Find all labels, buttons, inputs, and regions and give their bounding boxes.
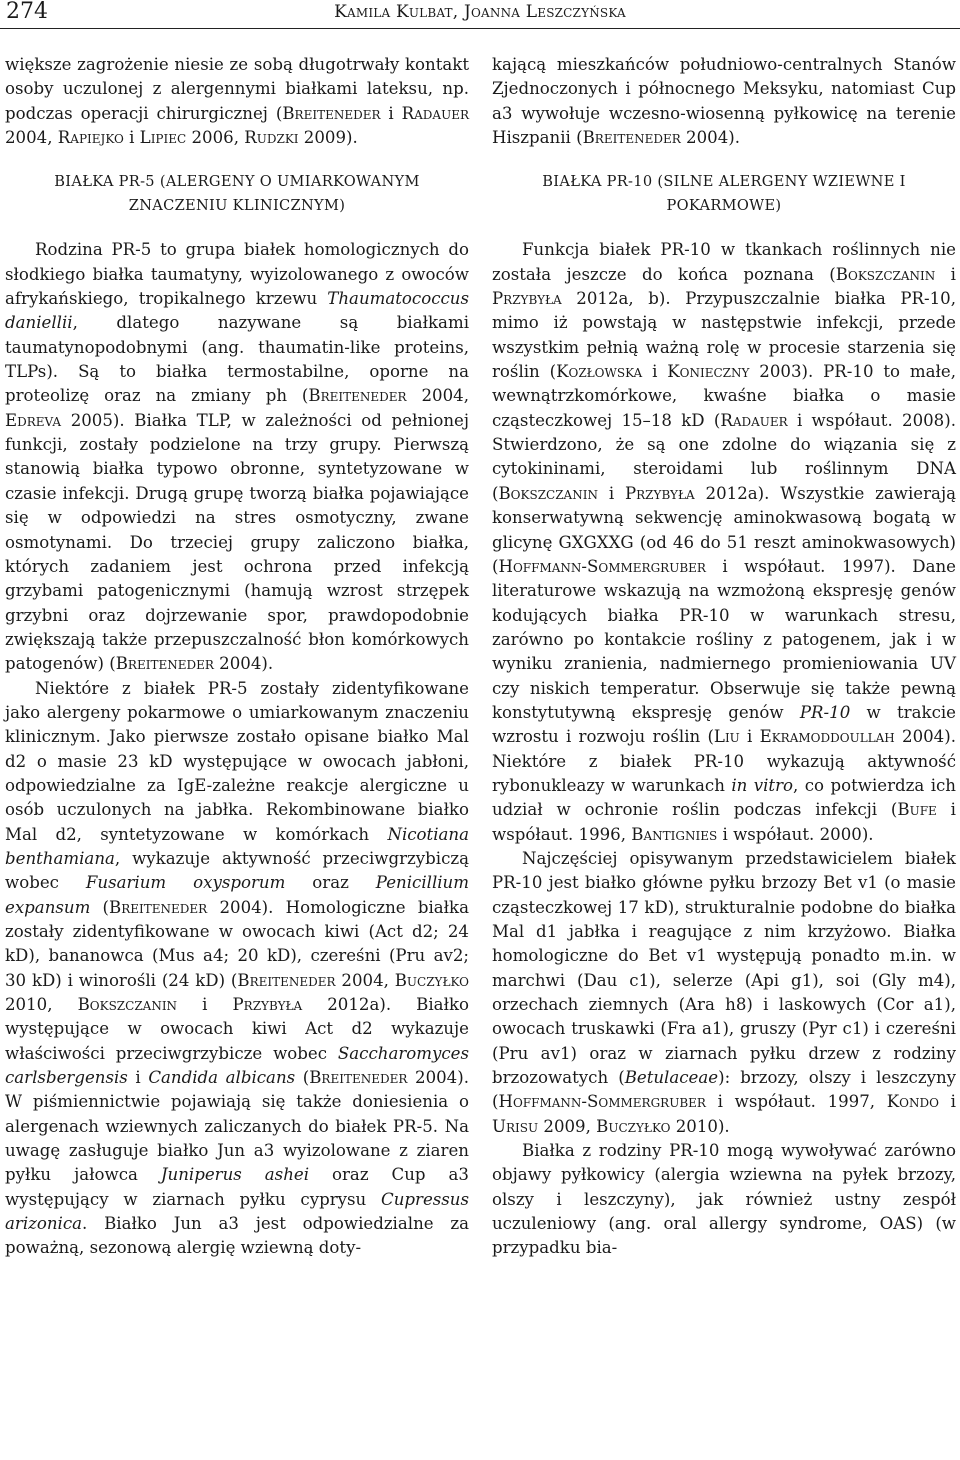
right-intro-paragraph: kającą mieszkańców południowo-centralnych Stanów Zjednoczonych i północnego Meksyku, natomiast Cup a3 wywołuje wczesno-wiosenną pyłkowicę na terenie Hiszpanii (Breiteneder 2004). — [492, 55, 956, 148]
left-intro-paragraph: większe zagrożenie niesie ze sobą długotrwały kontakt osoby uczulonej z alergennymi białkami lateksu, np. podczas operacji chirurgicznej (Breiteneder i Radauer 2004, Rapiejko i Lipiec 2006, Rudzki 2009). — [5, 55, 469, 148]
section-heading-pr10: BIAŁKA PR-10 (SILNE ALERGENY WZIEWNE I POKARMOWE) — [542, 173, 906, 215]
paragraph-pr5-allergens: Niektóre z białek PR-5 zostały zidentyfikowane jako alergeny pokarmowe o umiarkowanym znaczeniu klinicznym. Jako pierwsze zostało opisane białko Mal d2 o masie 23 kD występujące w owocach jabłoni, odpowiedzialne za IgE-zależne reakcje alergiczne u osób uczulonych na jabłka. Rekombinowane białko Mal d2, syntetyzowane w komórkach Nicotiana benthamiana, wykazuje aktywność przeciwgrzybiczą wobec Fusarium oxysporum oraz Penicillium expansum (Breiteneder 2004). Homologiczne białka zostały zidentyfikowane w owocach kiwi (Act d2; 24 kD), bananowca (Mus a4; 20 kD), czereśni (Pru av2; 30 kD) i winorośli (24 kD) (Breiteneder 2004, Buczyłko 2010, Bokszczanin i Przybyła 2012a). Białko występujące w owocach kiwi Act d2 wykazuje właściwości przeciwgrzybicze wobec Saccharomyces carlsbergensis i Candida albicans (Breiteneder 2004). W piśmiennictwie pojawiają się także doniesienia o alergenach wziewnych zaliczanych do białek PR-5. Na uwagę zasługuje białko Jun a3 wyizolowane z ziaren pyłku jałowca Juniperus ashei oraz Cup a3 występujący w ziarnach pyłku cyprysu Cupressus arizonica. Białko Jun a3 jest odpowiedzialne za poważną, sezonową alergię wziewną doty- — [5, 678, 470, 1258]
paragraph-pr5-family: Rodzina PR-5 to grupa białek homologicznych do słodkiego białka taumatyny, wyizolowanego z owoców afrykańskiego, tropikalnego krzewu Thaumatococcus daniellii, dlatego nazywane są białkami taumatynopodobnymi (ang. thaumatin-like proteins, TLPs). Są to białka termostabilne, oporne na proteolizę oraz na zmiany ph (Breiteneder 2004, Edreva 2005). Białka TLP, w zależności od pełnionej funkcji, zostały podzielone na trzy grupy. Pierwszą stanowią białka typowo obronne, syntetyzowane w czasie infekcji. Drugą grupę tworzą białka pojawiające się w odpowiedzi na stres osmotyczny, zwane osmotynami. Do trzeciej grupy zaliczono białka, których zadaniem jest ochrona przed infekcją grzybami patogenicznymi (hamują wzrost strzępek grzybni oraz dojrzewanie spor, prawdopodobnie zwiększają także przepuszczalność błon komórkowych patogenów) (Breiteneder 2004). — [5, 240, 470, 674]
running-head — [0, 0, 960, 28]
left-column — [5, 53, 469, 1261]
paragraph-pr10-symptoms: Białka z rodziny PR-10 mogą wywoływać zarówno objawy pyłkowicy (alergia wziewna na pyłek brzozy, olszy i leszczyny), jak również ustny zespół uczuleniowy (ang. oral allergy syndrome, OAS) (w przypadku bia- — [492, 1141, 956, 1258]
paragraph-pr10-bet-v1: Najczęściej opisywanym przedstawicielem białek PR-10 jest białko główne pyłku brzozy Bet v1 (o masie cząsteczkowej 17 kD), strukturalnie podobne do białka Mal d1 jabłka i reagujące z nim krzyżowo. Białka homologiczne do Bet v1 występują ponadto m.in. w marchwi (Dau c1), selerze (Api g1), soi (Gly m4), orzechach ziemnych (Ara h8) i laskowych (Cor a1), owocach truskawki (Fra a1), gruszy (Pyr c1) i czereśni (Pru av1) oraz w ziarnach pyłku drzew z rodziny brzozowatych (Betulaceae): brzozy, olszy i leszczyny (Hoffmann-Sommergruber i współaut. 1997, Kondo i Urisu 2009, Buczyłko 2010). — [492, 848, 957, 1136]
page-number: 274 — [6, 0, 48, 24]
right-column — [492, 53, 956, 1261]
paragraph-pr10-function: Funkcja białek PR-10 w tkankach roślinnych nie została jeszcze do końca poznana (Bokszczanin i Przybyła 2012a, b). Przypuszczalnie białka PR-10, mimo iż powstają w następstwie infekcji, przede wszystkim pełnią ważną rolę w procesie starzenia się roślin (Kozłowska i Konieczny 2003). PR-10 to małe, wewnątrzkomórkowe, kwaśne białka o masie cząsteczkowej 15–18 kD (Radauer i współaut. 2008). Stwierdzono, że są one zdolne do wiązania się z cytokininami, steroidami lub roślinnym DNA (Bokszczanin i Przybyła 2012a). Wszystkie zawierają konserwatywną sekwencję aminokwasową bogatą w glicynę GXGXXG (od 46 do 51 reszt aminokwasowych) (Hoffmann-Sommergruber i współaut. 1997). Dane literaturowe wskazują na wzmożoną ekspresję genów kodujących białka PR-10 w warunkach stresu, zarówno po kontakcie rośliny z patogenem, jak i w wyniku zranienia, nadmiernego promieniowania UV czy niskich temperatur. Obserwuje się także pewną konstytutywną ekspresję genów PR-10 w trakcie wzrostu i rozwoju roślin (Liu i Ekramoddoullah 2004). Niektóre z białek PR-10 wykazują aktywność rybonukleazy w warunkach in vitro, co potwierdza ich udział w ochronie roślin podczas infekcji (Bufe i współaut. 1996, Bantignies i współaut. 2000). — [492, 240, 956, 844]
header-rule — [0, 28, 960, 29]
running-head-authors: Kamila Kulbat, Joanna Leszczyńska — [334, 2, 626, 22]
section-heading-pr5: BIAŁKA PR-5 (ALERGENY O UMIARKOWANYM ZNACZENIU KLINICZNYM) — [54, 173, 420, 215]
